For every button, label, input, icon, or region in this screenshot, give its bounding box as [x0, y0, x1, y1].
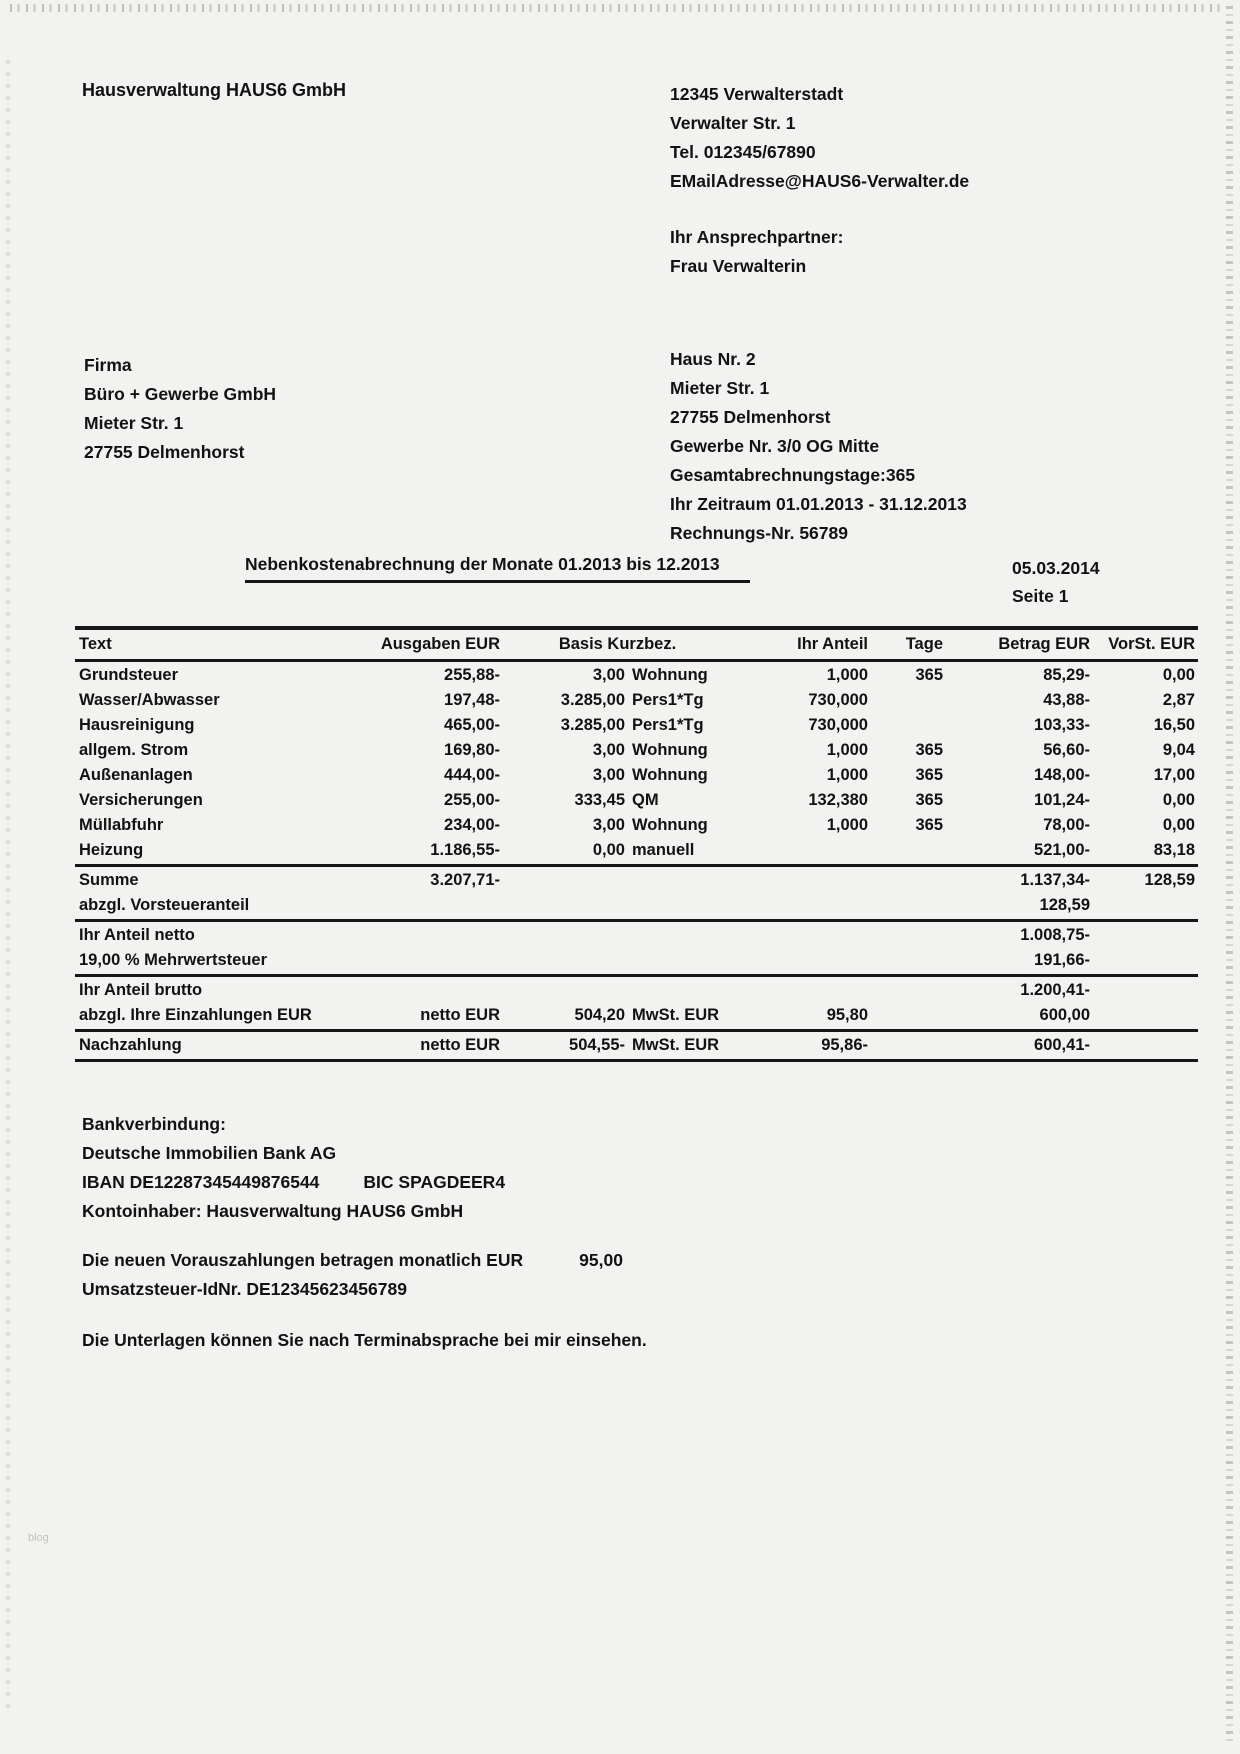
cell-anteil: 1,000	[826, 816, 868, 834]
cell-text: Versicherungen	[79, 791, 203, 809]
table-row	[75, 978, 1198, 1003]
table-row	[75, 1033, 1198, 1058]
column-header-betrag: Betrag EUR	[998, 635, 1090, 653]
cell-basis-value: 504,55-	[569, 1036, 625, 1054]
scan-artifact-right	[1226, 6, 1233, 1744]
cell-basis-value: 333,45	[574, 791, 625, 809]
cell-text: allgem. Strom	[79, 741, 189, 759]
cell-ausgaben: 255,88-	[444, 666, 500, 684]
cell-betrag: 521,00-	[1034, 841, 1090, 859]
cell-betrag: 78,00-	[1043, 816, 1090, 834]
document-date: 05.03.2014	[1012, 558, 1100, 578]
cell-anteil: 95,80	[826, 1006, 868, 1024]
recipient-address-block	[84, 351, 276, 467]
cell-anteil: 132,380	[808, 791, 868, 809]
sender-address-lines	[670, 80, 969, 196]
cell-betrag: 1.137,34-	[1020, 871, 1090, 889]
property-info-line: Rechnungs-Nr. 56789	[670, 523, 848, 543]
table-row	[75, 738, 1198, 763]
cell-basis-unit: Wohnung	[632, 741, 708, 759]
sender-address-block	[670, 80, 969, 281]
cell-tage: 365	[915, 766, 943, 784]
prepayment-amount: 95,00	[579, 1250, 623, 1270]
cell-tage: 365	[915, 666, 943, 684]
recipient-address-line: Mieter Str. 1	[84, 413, 184, 433]
cell-betrag: 56,60-	[1043, 741, 1090, 759]
cell-vorst: 2,87	[1162, 691, 1195, 709]
bank-name: Deutsche Immobilien Bank AG	[82, 1143, 337, 1163]
cell-basis-value: 504,20	[574, 1006, 625, 1024]
sender-address-line: Verwalter Str. 1	[670, 113, 796, 133]
cell-text: Außenanlagen	[79, 766, 193, 784]
property-info-block	[670, 345, 967, 548]
cell-basis-unit: Wohnung	[632, 816, 708, 834]
bank-heading: Bankverbindung:	[82, 1114, 226, 1134]
sender-address-line: EMailAdresse@HAUS6-Verwalter.de	[670, 171, 970, 191]
page-number: Seite 1	[1012, 586, 1069, 606]
cell-basis-unit: Pers1*Tg	[632, 691, 704, 709]
vat-id-line: Umsatzsteuer-IdNr. DE12345623456789	[82, 1279, 407, 1299]
cell-betrag: 600,41-	[1034, 1036, 1090, 1054]
cell-vorst: 0,00	[1162, 666, 1195, 684]
property-info-line: Gewerbe Nr. 3/0 OG Mitte	[670, 436, 880, 456]
table-row	[75, 688, 1198, 713]
cell-anteil: 95,86-	[821, 1036, 868, 1054]
cell-text: Heizung	[79, 841, 144, 859]
cell-basis-unit: manuell	[632, 841, 695, 859]
cell-betrag: 101,24-	[1034, 791, 1090, 809]
column-header-anteil: Ihr Anteil	[797, 635, 868, 653]
table-rule	[75, 626, 1198, 630]
prepayment-line	[82, 1246, 623, 1275]
cell-basis-unit: Pers1*Tg	[632, 716, 704, 734]
table-row	[75, 893, 1198, 918]
column-header-tage: Tage	[905, 635, 943, 653]
table-row	[75, 838, 1198, 863]
cell-text: abzgl. Ihre Einzahlungen EUR	[79, 1006, 312, 1024]
sender-address-line: 12345 Verwalterstadt	[670, 84, 844, 104]
cell-ausgaben: 197,48-	[444, 691, 500, 709]
column-header-basis: Basis Kurzbez.	[558, 635, 677, 653]
table-row	[75, 1003, 1198, 1028]
cell-vorst: 128,59	[1144, 871, 1195, 889]
property-info-line: Mieter Str. 1	[670, 378, 770, 398]
cell-basis-value: 3.285,00	[560, 716, 625, 734]
cell-anteil: 730,000	[808, 691, 868, 709]
cell-basis-unit: MwSt. EUR	[632, 1006, 720, 1024]
cell-tage: 365	[915, 741, 943, 759]
cell-anteil: 1,000	[826, 741, 868, 759]
recipient-address-line: 27755 Delmenhorst	[84, 442, 245, 462]
cell-ausgaben: 444,00-	[444, 766, 500, 784]
cell-vorst: 9,04	[1162, 741, 1195, 759]
cell-ausgaben: 234,00-	[444, 816, 500, 834]
cell-basis-value: 3,00	[592, 741, 625, 759]
cell-text: 19,00 % Mehrwertsteuer	[79, 951, 268, 969]
cell-anteil: 1,000	[826, 766, 868, 784]
cell-anteil: 730,000	[808, 716, 868, 734]
cell-ausgaben: netto EUR	[420, 1036, 500, 1054]
date-page-block	[1012, 554, 1100, 610]
table-rule	[75, 1059, 1198, 1062]
property-info-line: Gesamtabrechnungstage:365	[670, 465, 916, 485]
sender-company-name: Hausverwaltung HAUS6 GmbH	[82, 80, 347, 100]
cell-text: Nachzahlung	[79, 1036, 182, 1054]
cell-anteil: 1,000	[826, 666, 868, 684]
cell-betrag: 191,66-	[1034, 951, 1090, 969]
cell-basis-unit: MwSt. EUR	[632, 1036, 720, 1054]
table-row	[75, 923, 1198, 948]
scan-artifact-left	[6, 60, 10, 1714]
cell-text: Summe	[79, 871, 139, 889]
table-rule	[75, 1029, 1198, 1032]
cell-text: Grundsteuer	[79, 666, 179, 684]
account-holder: Kontoinhaber: Hausverwaltung HAUS6 GmbH	[82, 1201, 464, 1221]
cell-ausgaben: 1.186,55-	[430, 841, 500, 859]
cell-text: Müllabfuhr	[79, 816, 164, 834]
table-rule	[75, 864, 1198, 867]
cell-vorst: 0,00	[1162, 816, 1195, 834]
cell-ausgaben: 465,00-	[444, 716, 500, 734]
column-header-ausgaben: Ausgaben EUR	[380, 635, 500, 653]
cell-vorst: 0,00	[1162, 791, 1195, 809]
scan-artifact-top	[10, 4, 1226, 12]
contact-block	[670, 223, 969, 281]
cell-betrag: 1.008,75-	[1020, 926, 1090, 944]
table-row	[75, 813, 1198, 838]
iban-value: IBAN DE12287345449876544	[82, 1172, 320, 1192]
cell-vorst: 17,00	[1153, 766, 1195, 784]
table-rule	[75, 974, 1198, 977]
bank-details-block	[82, 1110, 505, 1226]
cell-text: Hausreinigung	[79, 716, 195, 734]
prepayment-label: Die neuen Vorauszahlungen betragen monatlich EUR	[82, 1250, 524, 1270]
cell-basis-value: 3,00	[592, 666, 625, 684]
table-row	[75, 763, 1198, 788]
prepayment-block	[82, 1246, 623, 1304]
cell-basis-unit: Wohnung	[632, 666, 708, 684]
cell-betrag: 128,59	[1039, 896, 1090, 914]
contact-name: Frau Verwalterin	[670, 256, 807, 276]
cell-text: Ihr Anteil netto	[79, 926, 195, 944]
cell-ausgaben: 255,00-	[444, 791, 500, 809]
cell-betrag: 600,00	[1039, 1006, 1090, 1024]
cell-ausgaben: 169,80-	[444, 741, 500, 759]
column-header-text: Text	[79, 635, 112, 653]
cell-betrag: 85,29-	[1043, 666, 1090, 684]
cost-table	[75, 625, 1198, 1063]
document-title: Nebenkostenabrechnung der Monate 01.2013 bis 12.2013	[245, 554, 750, 583]
cell-basis-value: 3,00	[592, 816, 625, 834]
cell-vorst: 16,50	[1153, 716, 1195, 734]
cell-ausgaben: 3.207,71-	[430, 871, 500, 889]
table-row	[75, 948, 1198, 973]
cell-vorst: 83,18	[1153, 841, 1195, 859]
cell-basis-unit: QM	[632, 791, 659, 809]
property-info-line: Ihr Zeitraum 01.01.2013 - 31.12.2013	[670, 494, 967, 514]
table-row	[75, 713, 1198, 738]
cell-text: Wasser/Abwasser	[79, 691, 220, 709]
cell-basis-value: 0,00	[592, 841, 625, 859]
column-header-vorst: VorSt. EUR	[1108, 635, 1195, 653]
table-header-row	[75, 631, 1198, 658]
table-rule	[75, 919, 1198, 922]
cell-basis-unit: Wohnung	[632, 766, 708, 784]
table-row	[75, 868, 1198, 893]
cell-betrag: 103,33-	[1034, 716, 1090, 734]
recipient-address-line: Büro + Gewerbe GmbH	[84, 384, 277, 404]
property-info-line: Haus Nr. 2	[670, 349, 756, 369]
iban-bic-line	[82, 1168, 505, 1197]
bic-value: BIC SPAGDEER4	[363, 1172, 506, 1192]
recipient-address-line: Firma	[84, 355, 132, 375]
cell-ausgaben: netto EUR	[420, 1006, 500, 1024]
cell-tage: 365	[915, 816, 943, 834]
cell-basis-value: 3,00	[592, 766, 625, 784]
cell-betrag: 43,88-	[1043, 691, 1090, 709]
table-rule	[75, 659, 1198, 662]
sender-address-line: Tel. 012345/67890	[670, 142, 816, 162]
table-row	[75, 663, 1198, 688]
cell-betrag: 1.200,41-	[1020, 981, 1090, 999]
cell-basis-value: 3.285,00	[560, 691, 625, 709]
cell-text: Ihr Anteil brutto	[79, 981, 203, 999]
cell-tage: 365	[915, 791, 943, 809]
watermark: blog	[28, 1532, 49, 1544]
table-row	[75, 788, 1198, 813]
contact-label: Ihr Ansprechpartner:	[670, 227, 844, 247]
cell-text: abzgl. Vorsteueranteil	[79, 896, 250, 914]
property-info-line: 27755 Delmenhorst	[670, 407, 831, 427]
cell-betrag: 148,00-	[1034, 766, 1090, 784]
cost-table-body	[75, 663, 1198, 1062]
closing-note: Die Unterlagen können Sie nach Terminabsprache bei mir einsehen.	[82, 1330, 647, 1350]
